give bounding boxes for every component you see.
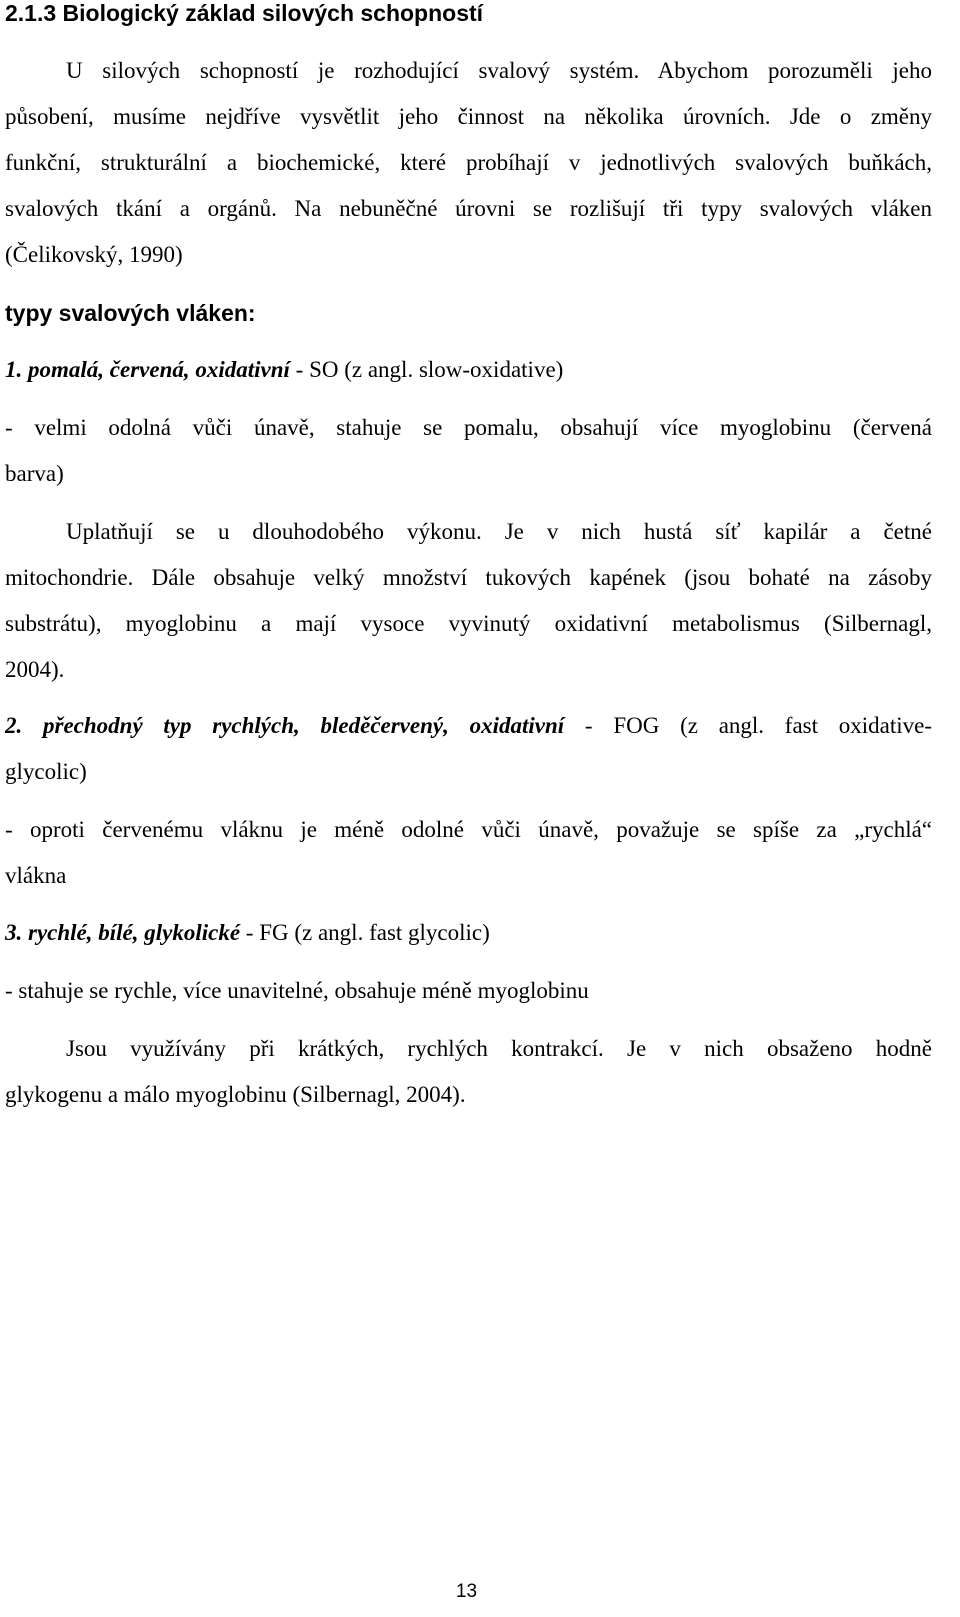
type3-desc-line-1: - stahuje se rychle, více unavitelné, obsahuje méně myoglobinu — [5, 978, 589, 1003]
type2-desc-line-2: vlákna — [5, 863, 67, 888]
section-heading: 2.1.3 Biologický základ silových schopností — [5, 0, 484, 26]
type3-title: 3. rychlé, bílé, glykolické — [5, 920, 241, 945]
intro-line-1: U silových schopností je rozhodující svalový systém. Abychom porozuměli jeho — [66, 58, 932, 83]
type1-desc-line-2: barva) — [5, 461, 64, 486]
fiber-types-heading: typy svalových vláken: — [5, 300, 256, 326]
type3-abbrev: - FG (z angl. fast glycolic) — [240, 920, 490, 945]
type2-title-line — [5, 711, 932, 741]
type2-desc-line-1: - oproti červenému vláknu je méně odolné vůči únavě, považuje se spíše za „rychlá“ — [5, 817, 932, 842]
type1-desc-line-1: - velmi odolná vůči únavě, stahuje se pomalu, obsahují více myoglobinu (červená — [5, 415, 932, 440]
type2-title: 2. přechodný typ rychlých, bleděčervený, oxidativní — [5, 713, 565, 738]
type3-para-line-2: glykogenu a málo myoglobinu (Silbernagl, 2004). — [5, 1082, 466, 1107]
type2-abbrev: - FOG (z angl. fast oxidative- — [564, 713, 933, 738]
intro-line-5: (Čelikovský, 1990) — [5, 242, 183, 267]
type1-para-line-1: Uplatňují se u dlouhodobého výkonu. Je v nich hustá síť kapilár a četné — [66, 519, 932, 544]
type2-title-line-2: glycolic) — [5, 759, 87, 784]
type3-title-line — [5, 918, 490, 948]
type1-abbrev: - SO (z angl. slow-oxidative) — [289, 357, 564, 382]
intro-line-2: působení, musíme nejdříve vysvětlit jeho činnost na několika úrovních. Jde o změny — [5, 104, 932, 129]
intro-line-3: funkční, strukturální a biochemické, které probíhají v jednotlivých svalových buňkách, — [5, 150, 932, 175]
type1-para-line-2: mitochondrie. Dále obsahuje velký množství tukových kapének (jsou bohaté na zásoby — [5, 565, 932, 590]
page-number: 13 — [455, 1581, 478, 1602]
intro-line-4: svalových tkání a orgánů. Na nebuněčné úrovni se rozlišují tři typy svalových vláken — [5, 196, 932, 221]
type1-para-line-3: substrátu), myoglobinu a mají vysoce vyvinutý oxidativní metabolismus (Silbernagl, — [5, 611, 932, 636]
type1-title-line — [5, 355, 563, 385]
type3-para-line-1: Jsou využívány při krátkých, rychlých kontrakcí. Je v nich obsaženo hodně — [66, 1036, 932, 1061]
type1-title: 1. pomalá, červená, oxidativní — [5, 357, 290, 382]
type1-para-line-4: 2004). — [5, 657, 65, 682]
